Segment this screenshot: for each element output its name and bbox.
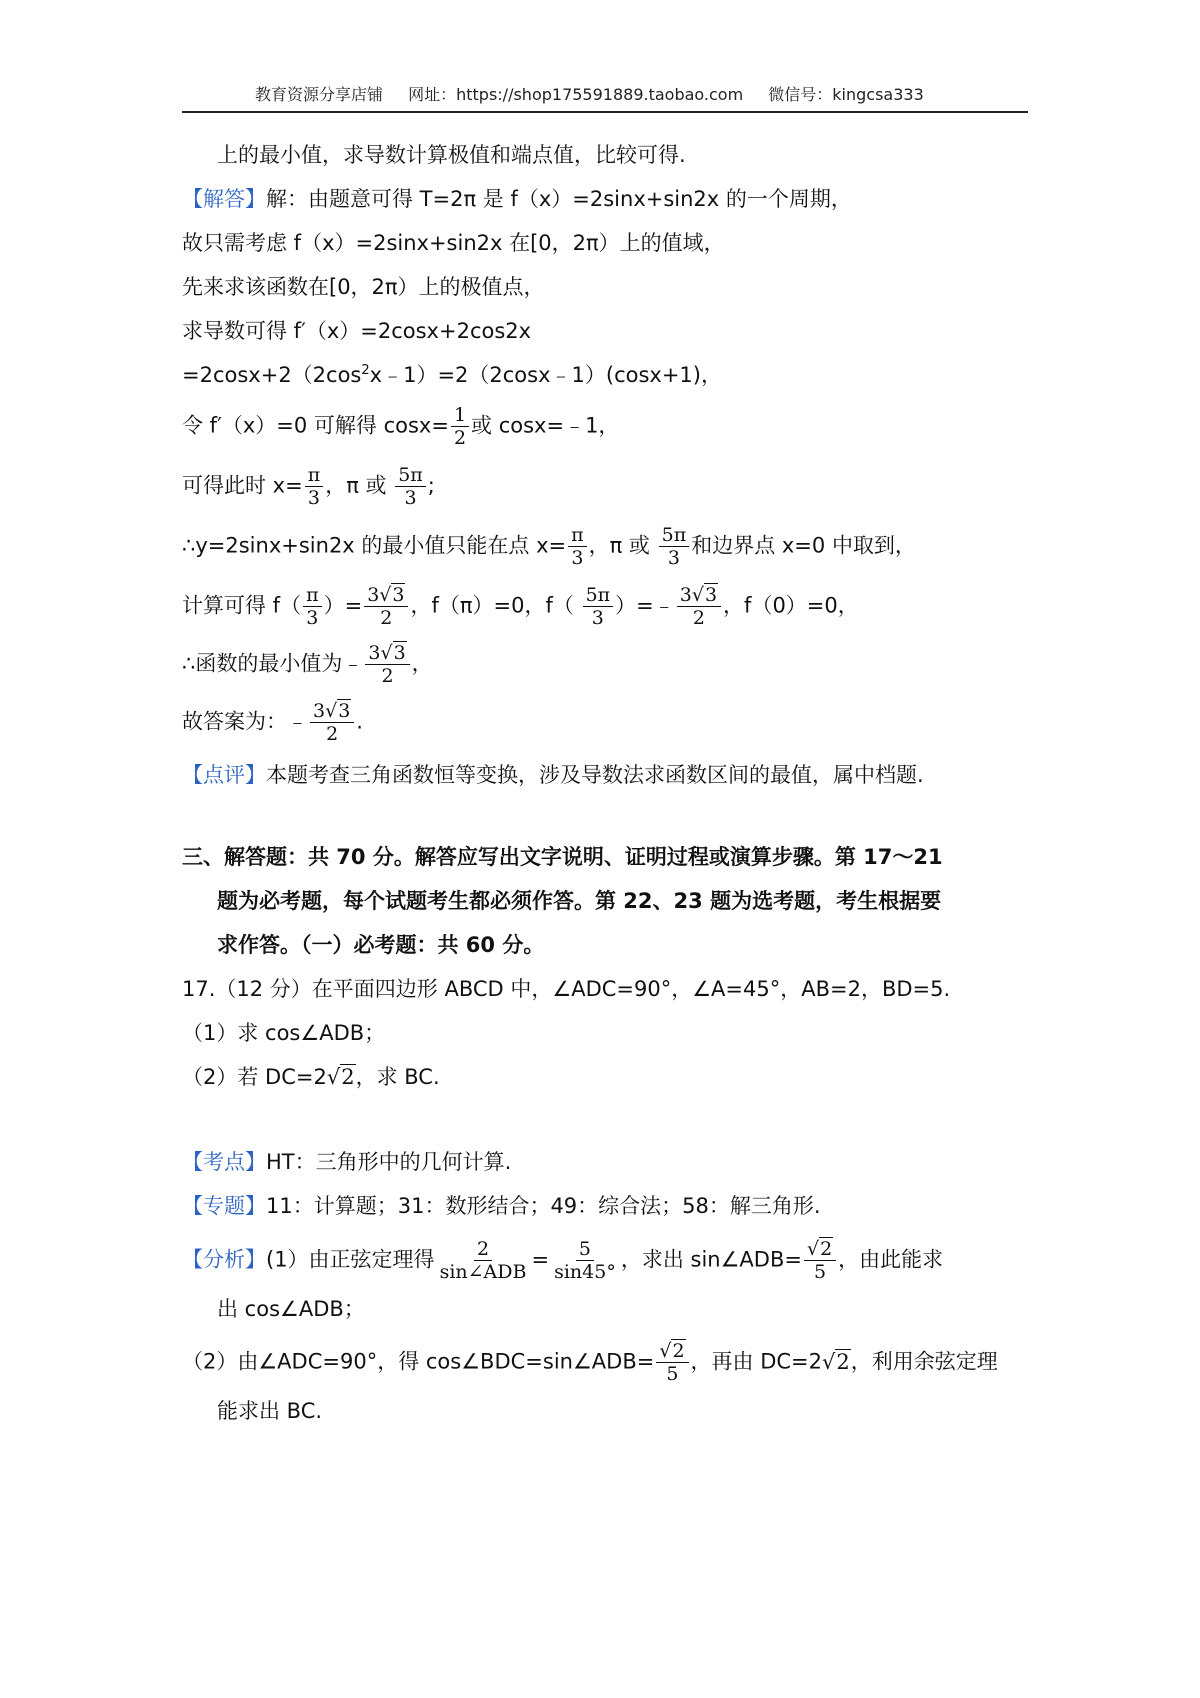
topic-line [182, 1191, 821, 1221]
line-text: 令 f′（x）=0 可解得 cosx= [182, 413, 449, 438]
radical: √3 [325, 700, 351, 722]
line-text: ，π 或 [325, 473, 387, 498]
radical: √2 [326, 1065, 355, 1089]
analysis-tag: 【分析】 [182, 1247, 266, 1272]
keypoint-tag: 【考点】 [182, 1150, 266, 1174]
text-line [182, 228, 725, 258]
fraction: $\frac{5\pi}{3}$ [583, 584, 614, 629]
line-text: ，求出 sin∠ADB= [620, 1247, 802, 1272]
text-line [182, 584, 859, 629]
line-text: （1）求 cos∠ADB； [182, 1021, 386, 1045]
line-text: 出 cos∠ADB； [217, 1297, 365, 1321]
line-text: 能求出 BC. [217, 1399, 323, 1423]
fraction: $\frac{\pi}{3}$ [303, 584, 322, 629]
line-text: 或 cosx=﹣1， [471, 413, 620, 438]
text-line [182, 1340, 998, 1385]
line-text: 计算可得 f（ [182, 593, 302, 618]
text-line [182, 464, 435, 509]
radical: √3 [379, 584, 405, 606]
fraction: $\frac{3√3}{2}$ [310, 700, 354, 745]
comment-tag: 【点评】 [182, 763, 266, 787]
line-text: ）= [323, 593, 363, 618]
fraction: $\frac{3√3}{2}$ [365, 642, 409, 687]
section-heading [217, 886, 941, 916]
line-text: 故答案为：﹣ [182, 709, 308, 734]
radical: √2 [822, 1349, 850, 1374]
text-line [182, 524, 916, 569]
line-text: 题为必考题，每个试题考生都必须作答。第 22、23 题为选考题，考生根据要 [217, 889, 942, 913]
line-text: x﹣1）=2（2cosx﹣1）(cosx+1)， [369, 363, 722, 387]
answer-line [182, 184, 852, 214]
line-text: ∴函数的最小值为﹣ [182, 651, 364, 676]
text-line [182, 272, 545, 302]
header-divider [182, 111, 1028, 113]
question-17-part1 [182, 1018, 385, 1048]
fraction: $\frac{\pi}{3}$ [305, 464, 324, 509]
fraction: $\frac{5}{\sin 45^\circ}$ [554, 1238, 616, 1283]
fraction: $\frac{2}{\text{sin∠ADB}}$ [439, 1238, 527, 1283]
line-text: 求导数可得 f′（x）=2cosx+2cos2x [182, 319, 532, 343]
line-text: （2）由∠ADC=90°，得 cos∠BDC=sin∠ADB= [182, 1349, 655, 1374]
text-line [217, 1294, 365, 1324]
text-line [182, 360, 722, 390]
superscript: 2 [361, 363, 370, 378]
question-17-part2 [182, 1062, 440, 1092]
line-text: ，求 BC. [355, 1065, 440, 1089]
fraction: $\frac{\pi}{3}$ [568, 524, 587, 569]
line-text: 三、解答题：共 70 分。解答应写出文字说明、证明过程或演算步骤。第 17～21 [182, 845, 943, 869]
radical: √2 [659, 1340, 685, 1362]
section-heading [182, 842, 943, 872]
comment-line [182, 760, 924, 790]
line-text: 解：由题意可得 T=2π 是 f（x）=2sinx+sin2x 的一个周期， [266, 187, 852, 211]
line-text: 和边界点 x=0 中取到， [691, 533, 916, 558]
header-url: 网址：https://shop175591889.taobao.com [408, 85, 744, 104]
line-text: ，f（π）=0，f（ [410, 593, 574, 618]
radical: √2 [806, 1238, 833, 1260]
line-text: 故只需考虑 f（x）=2sinx+sin2x 在[0，2π）上的值域， [182, 231, 725, 255]
analysis-line [182, 1238, 943, 1283]
answer-tag: 【解答】 [182, 187, 266, 211]
line-text: ，由此能求 [838, 1247, 944, 1272]
text-line [182, 700, 363, 745]
header-wechat: 微信号：kingcsa333 [768, 85, 924, 104]
fraction: $\frac{3√3}{2}$ [677, 584, 721, 629]
line-text: 先来求该函数在[0，2π）上的极值点， [182, 275, 545, 299]
line-text: ）=﹣ [615, 593, 675, 618]
line-text: ; [427, 473, 435, 498]
fraction: $\frac{5\pi}{3}$ [395, 464, 426, 509]
page-header [245, 82, 924, 105]
line-text: （2）若 DC=2 [182, 1065, 327, 1089]
line-text: 求作答。（一）必考题：共 60 分。 [217, 933, 545, 957]
text-line [217, 140, 686, 170]
line-text: ∴y=2sinx+sin2x 的最小值只能在点 x= [182, 533, 567, 558]
line-text: 11：计算题；31：数形结合；49：综合法；58：解三角形. [266, 1194, 821, 1218]
fraction: $\frac{√2}{5}$ [804, 1238, 836, 1283]
section-heading [217, 930, 544, 960]
header-shop: 教育资源分享店铺 [255, 85, 384, 104]
text-line [182, 316, 531, 346]
line-text: ，利用余弦定理 [850, 1349, 998, 1374]
topic-tag: 【专题】 [182, 1194, 266, 1218]
line-text: = [531, 1247, 550, 1272]
text-line [182, 642, 433, 687]
fraction: $\frac{3√3}{2}$ [364, 584, 408, 629]
line-text: (1）由正弦定理得 [266, 1247, 435, 1272]
text-line [217, 1396, 322, 1426]
text-line [182, 404, 619, 449]
line-text: ，再由 DC=2 [690, 1349, 822, 1374]
radical: √3 [380, 642, 406, 664]
line-text: HT：三角形中的几何计算. [266, 1150, 512, 1174]
line-text: 可得此时 x= [182, 473, 303, 498]
fraction: $\frac{1}{2}$ [451, 404, 469, 449]
fraction: $\frac{√2}{5}$ [656, 1340, 688, 1385]
line-text: ，π 或 [588, 533, 650, 558]
line-text: =2cosx+2（2cos [182, 363, 362, 387]
fraction: $\frac{5\pi}{3}$ [659, 524, 690, 569]
line-text: 17.（12 分）在平面四边形 ABCD 中，∠ADC=90°，∠A=45°，AB=2，BD=5. [182, 977, 951, 1001]
line-text: 上的最小值，求导数计算极值和端点值，比较可得. [217, 143, 686, 167]
line-text: . [356, 709, 363, 734]
question-17 [182, 974, 950, 1004]
line-text: ， [411, 651, 433, 676]
keypoint-line [182, 1147, 511, 1177]
line-text: 本题考查三角函数恒等变换，涉及导数法求函数区间的最值，属中档题. [266, 763, 924, 787]
line-text: ，f（0）=0， [723, 593, 859, 618]
radical: √3 [691, 584, 718, 606]
